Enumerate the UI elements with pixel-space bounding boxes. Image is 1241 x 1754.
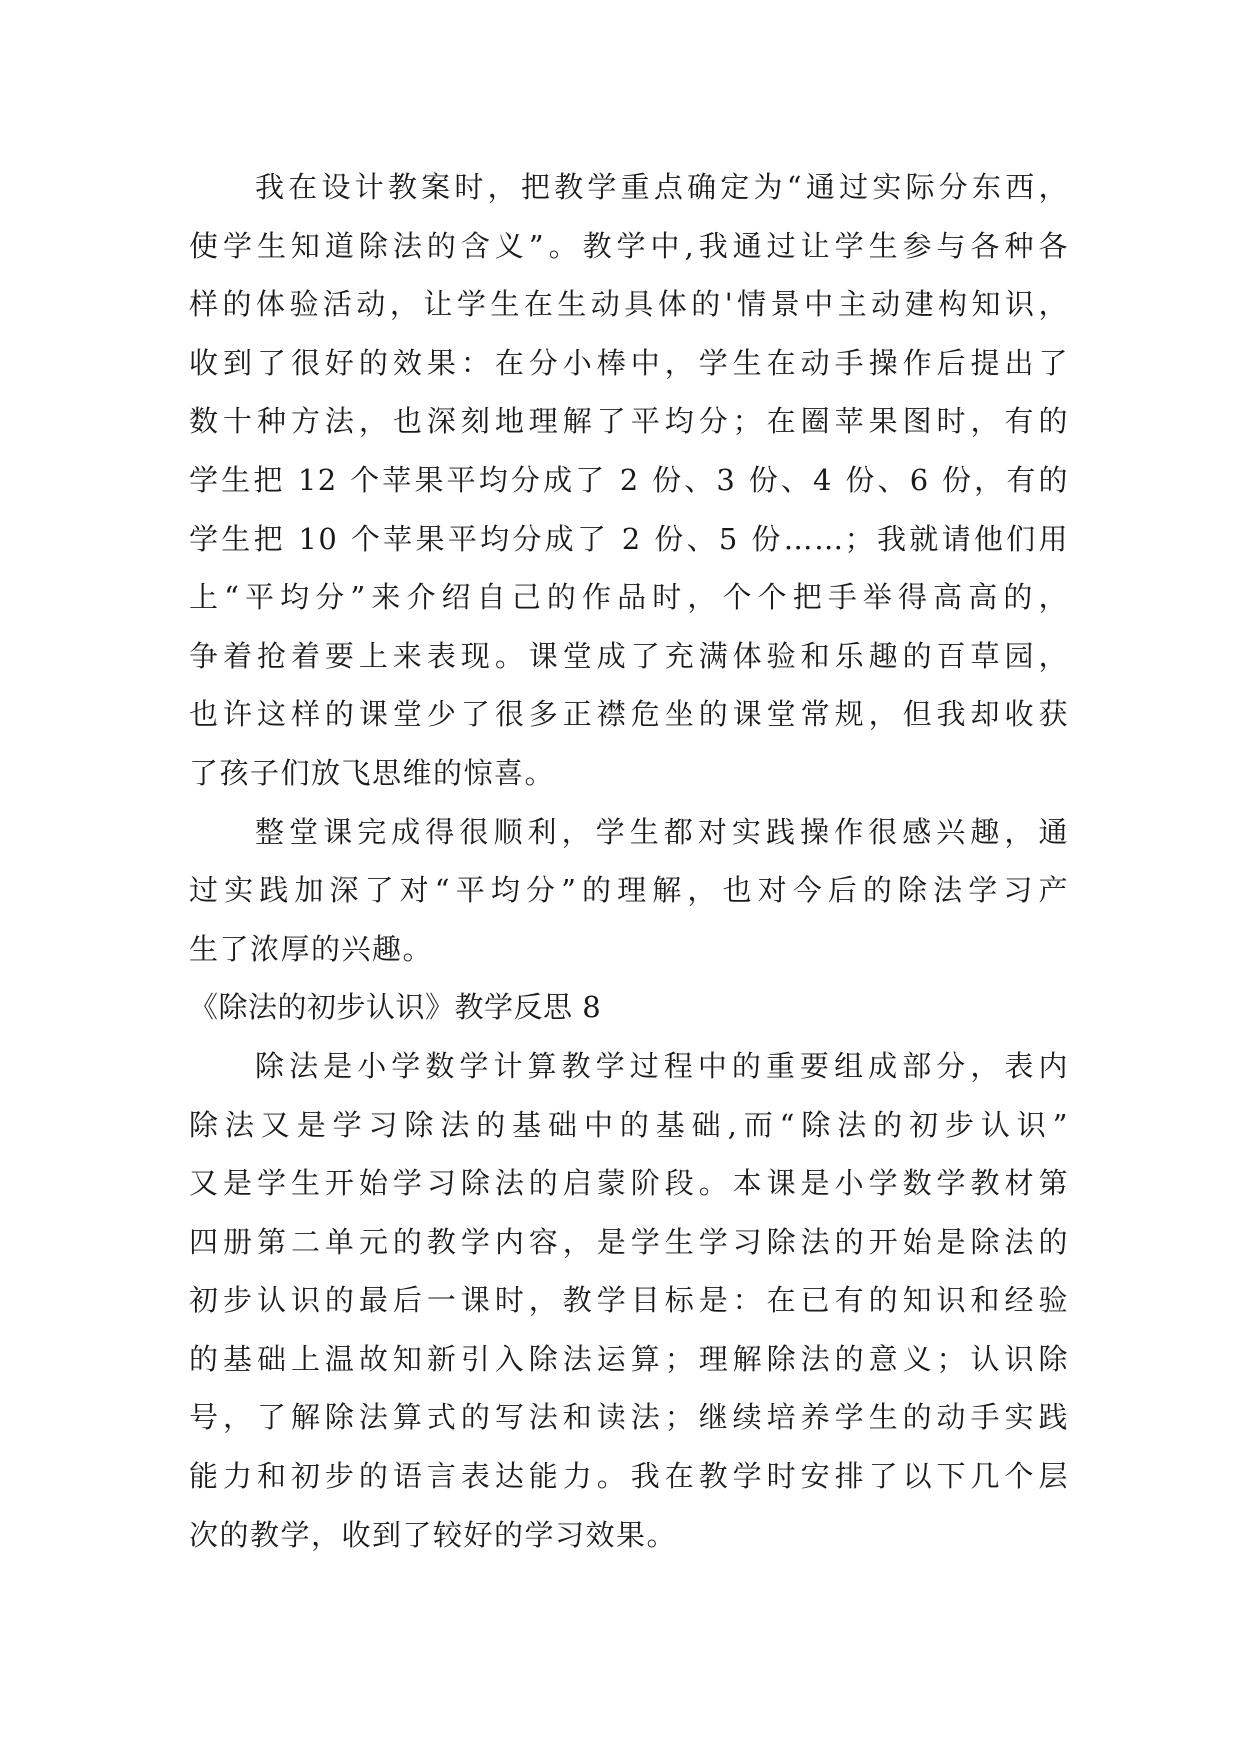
paragraph-1-line: 上“平均分”来介绍自己的作品时，个个把手举得高高的，: [189, 580, 1069, 615]
paragraph-1-line: 收到了很好的效果：在分小棒中，学生在动手操作后提出了: [189, 345, 1069, 380]
paragraph-2-line: 过实践加深了对“平均分”的理解，也对今后的除法学习产: [189, 873, 1069, 908]
paragraph-1-line: 也许这样的课堂少了很多正襟危坐的课堂常规，但我却收获: [189, 697, 1069, 732]
paragraph-3-line: 又是学生开始学习除法的启蒙阶段。本课是小学数学教材第: [189, 1166, 1069, 1201]
section-heading: 《除法的初步认识》教学反思 8: [189, 990, 602, 1025]
paragraph-3-line: 的基础上温故知新引入除法运算；理解除法的意义；认识除: [189, 1341, 1069, 1376]
paragraph-3-line: 初步认识的最后一课时，教学目标是：在已有的知识和经验: [189, 1283, 1069, 1318]
document-body: [189, 158, 1069, 1564]
paragraph-1-line: 样的体验活动，让学生在生动具体的'情景中主动建构知识，: [189, 287, 1069, 322]
paragraph-1-line: 数十种方法，也深刻地理解了平均分；在圈苹果图时，有的: [189, 404, 1069, 439]
paragraph-3-line: 除法是小学数学计算教学过程中的重要组成部分，表内: [255, 1048, 1069, 1083]
paragraph-2-line: 生了浓厚的兴趣。: [189, 931, 434, 966]
paragraph-1-line: 争着抢着要上来表现。课堂成了充满体验和乐趣的百草园，: [189, 638, 1069, 673]
paragraph-3-line: 号，了解除法算式的写法和读法；继续培养学生的动手实践: [189, 1400, 1069, 1435]
paragraph-1-line: 我在设计教案时，把教学重点确定为“通过实际分东西，: [255, 170, 1069, 204]
paragraph-3-line: 除法又是学习除法的基础中的基础,而“除法的初步认识”: [189, 1107, 1069, 1142]
paragraph-3-line: 次的教学，收到了较好的学习效果。: [189, 1517, 678, 1552]
paragraph-1-line: 学生把 12 个苹果平均分成了 2 份、3 份、4 份、6 份，有的: [189, 462, 1069, 497]
paragraph-2-line: 整堂课完成得很顺利，学生都对实践操作很感兴趣，通: [255, 814, 1069, 849]
paragraph-3-line: 能力和初步的语言表达能力。我在教学时安排了以下几个层: [189, 1459, 1069, 1494]
paragraph-1-line: 了孩子们放飞思维的惊喜。: [189, 755, 556, 790]
paragraph-1-line: 学生把 10 个苹果平均分成了 2 份、5 份……；我就请他们用: [189, 521, 1069, 556]
paragraph-1-line: 使学生知道除法的含义”。教学中,我通过让学生参与各种各: [189, 228, 1069, 263]
paragraph-3-line: 四册第二单元的教学内容，是学生学习除法的开始是除法的: [189, 1224, 1069, 1259]
